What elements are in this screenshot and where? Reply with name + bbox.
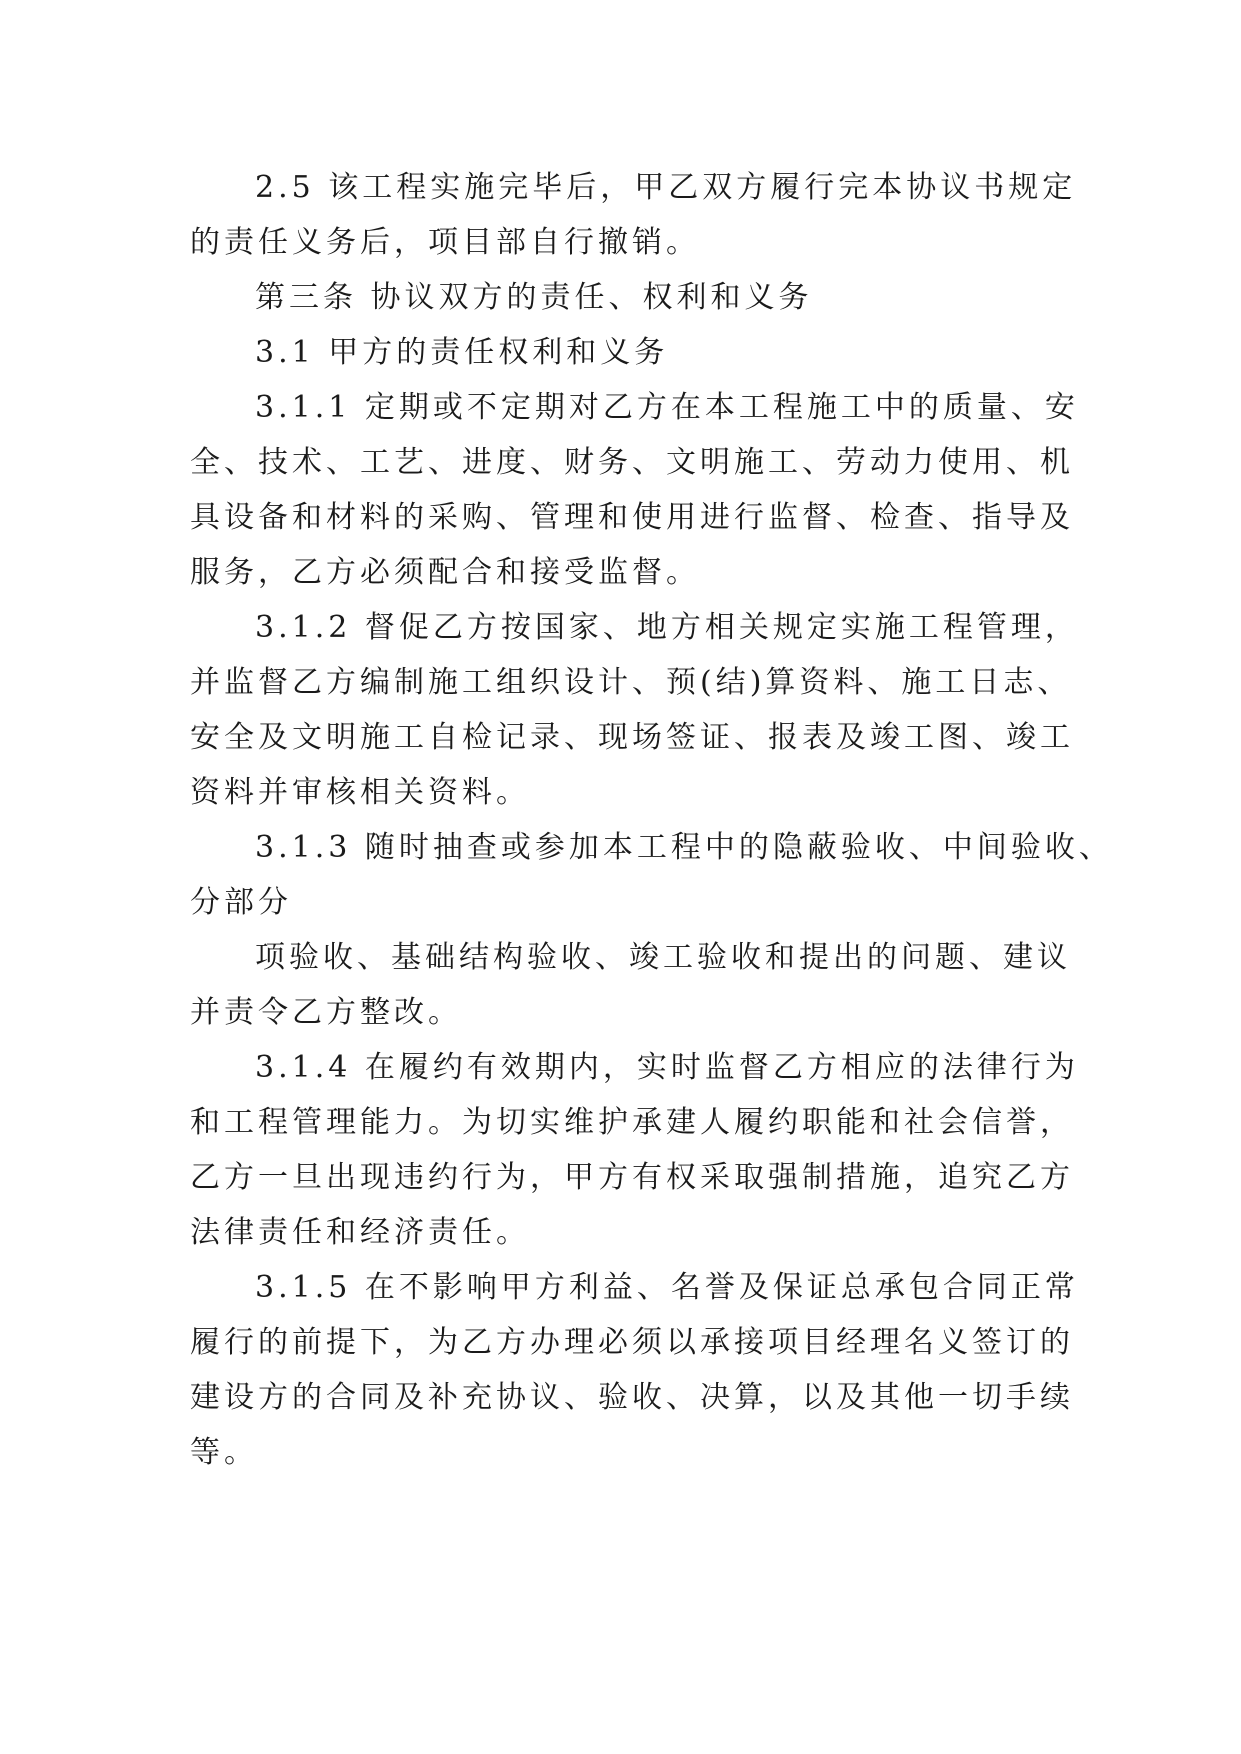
paragraph-3-1-5-line-3: 建设方的合同及补充协议、验收、决算，以及其他一切手续: [190, 1380, 1074, 1415]
paragraph-3-1-5-line-1: 3.1.5 在不影响甲方利益、名誉及保证总承包合同正常: [255, 1270, 1079, 1305]
paragraph-3-1-2-line-2: 并监督乙方编制施工组织设计、预(结)算资料、施工日志、: [190, 665, 1072, 700]
paragraph-3-1-2-line-3: 安全及文明施工自检记录、现场签证、报表及竣工图、竣工: [190, 720, 1074, 755]
paragraph-3-1-3-line-2: 分部分: [190, 885, 292, 920]
paragraph-3-1-4-line-4: 法律责任和经济责任。: [190, 1215, 530, 1250]
subsection-3-1-heading: 3.1 甲方的责任权利和义务: [255, 335, 669, 370]
paragraph-3-1-5-line-4: 等。: [190, 1435, 258, 1470]
paragraph-3-1-5-line-2: 履行的前提下，为乙方办理必须以承接项目经理名义签订的: [190, 1325, 1074, 1360]
paragraph-3-1-2-line-1: 3.1.2 督促乙方按国家、地方相关规定实施工程管理，: [255, 610, 1079, 645]
paragraph-3-1-1-line-1: 3.1.1 定期或不定期对乙方在本工程施工中的质量、安: [255, 390, 1079, 425]
paragraph-2-5-line-2: 的责任义务后，项目部自行撤销。: [190, 225, 700, 260]
paragraph-3-1-3-line-3: 项验收、基础结构验收、竣工验收和提出的问题、建议: [255, 940, 1071, 975]
paragraph-3-1-4-line-3: 乙方一旦出现违约行为，甲方有权采取强制措施，追究乙方: [190, 1160, 1074, 1195]
paragraph-3-1-3-line-1: 3.1.3 随时抽查或参加本工程中的隐蔽验收、中间验收、: [255, 830, 1113, 865]
paragraph-3-1-4-line-1: 3.1.4 在履约有效期内，实时监督乙方相应的法律行为: [255, 1050, 1079, 1085]
paragraph-3-1-4-line-2: 和工程管理能力。为切实维护承建人履约职能和社会信誉，: [190, 1105, 1074, 1140]
paragraph-3-1-1-line-4: 服务，乙方必须配合和接受监督。: [190, 555, 700, 590]
paragraph-3-1-1-line-3: 具设备和材料的采购、管理和使用进行监督、检查、指导及: [190, 500, 1074, 535]
paragraph-3-1-3-line-4: 并责令乙方整改。: [190, 995, 462, 1030]
section-3-heading: 第三条 协议双方的责任、权利和义务: [255, 280, 813, 315]
paragraph-2-5-line-1: 2.5 该工程实施完毕后，甲乙双方履行完本协议书规定: [255, 170, 1077, 205]
paragraph-3-1-1-line-2: 全、技术、工艺、进度、财务、文明施工、劳动力使用、机: [190, 445, 1074, 480]
paragraph-3-1-2-line-4: 资料并审核相关资料。: [190, 775, 530, 810]
